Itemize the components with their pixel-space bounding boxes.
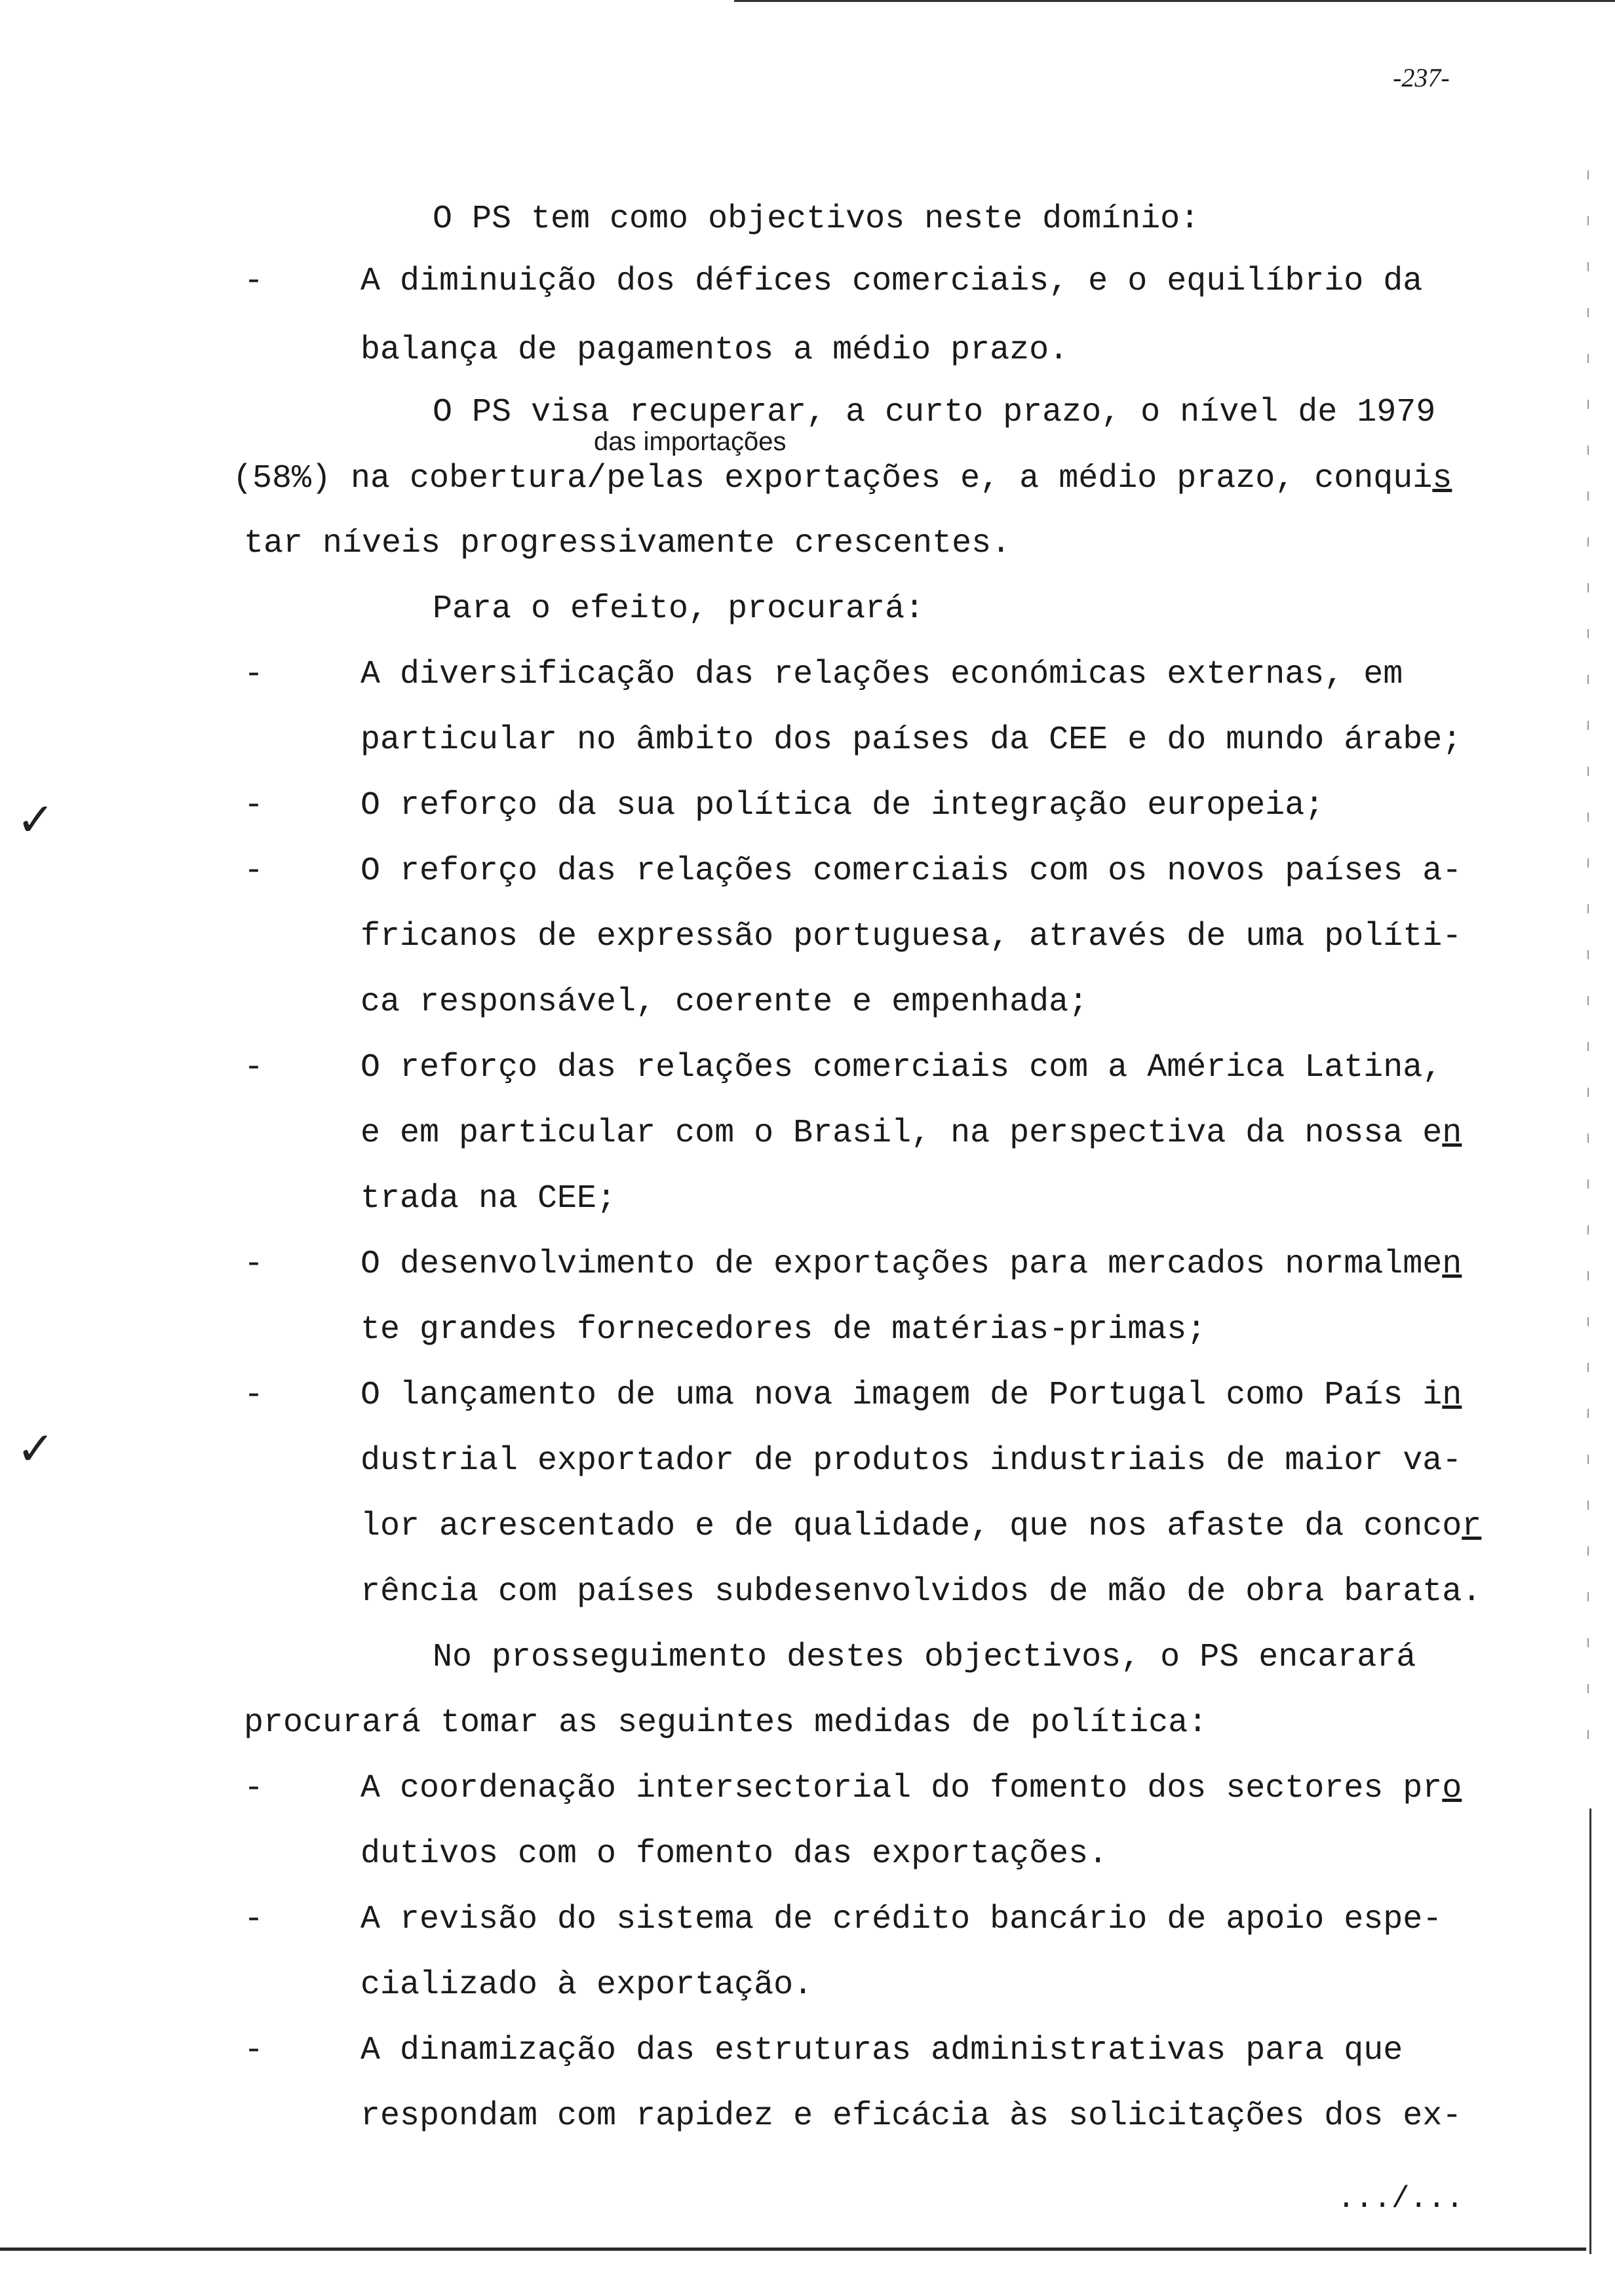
intro-line: O PS tem como objectivos neste domínio:: [433, 201, 1200, 238]
bullet-7-line-4: rência com países subdesenvolvidos de mão de obra barata.: [360, 1573, 1482, 1611]
bullet-2-line-1: A diversificação das relações económicas externas, em: [360, 656, 1403, 693]
checkmark-icon: ✓: [16, 793, 55, 847]
bullet-dash: -: [244, 787, 264, 824]
continuation-marker: .../...: [1337, 2182, 1464, 2216]
paragraph-2-line-3: tar níveis progressivamente crescentes.: [244, 525, 1011, 562]
bullet-8-line-1: A coordenação intersectorial do fomento dos sectores pro: [360, 1770, 1462, 1807]
right-rule: [1589, 1808, 1591, 2254]
bullet-dash: -: [244, 852, 264, 890]
bullet-5-line-3: trada na CEE;: [360, 1180, 617, 1217]
bullet-dash: -: [244, 1901, 264, 1938]
bullet-dash: -: [244, 263, 264, 300]
paragraph-2-line-2: (58%) na cobertura/pelas exportações e, a médio prazo, conquis: [233, 460, 1452, 497]
right-margin-dashes: [1587, 170, 1589, 1743]
bullet-9-line-1: A revisão do sistema de crédito bancário de apoio espe-: [360, 1901, 1443, 1938]
paragraph-4-line-1: No prosseguimento destes objectivos, o PS encarará: [433, 1639, 1416, 1676]
bullet-10-line-1: A dinamização das estruturas administrativas para que: [360, 2032, 1403, 2069]
bullet-10-line-2: respondam com rapidez e eficácia às solicitações dos ex-: [360, 2097, 1462, 2135]
bullet-8-line-2: dutivos com o fomento das exportações.: [360, 1835, 1108, 1873]
top-rule: [734, 0, 1615, 2]
paragraph-2-line-1: O PS visa recuperar, a curto prazo, o nível de 1979: [433, 394, 1436, 431]
bullet-6-line-1: O desenvolvimento de exportações para mercados normalmen: [360, 1246, 1462, 1283]
bottom-rule: [0, 2248, 1586, 2251]
bullet-dash: -: [244, 1049, 264, 1086]
bullet-2-line-2: particular no âmbito dos países da CEE e do mundo árabe;: [360, 721, 1462, 759]
bullet-3: O reforço da sua política de integração europeia;: [360, 787, 1325, 824]
bullet-dash: -: [244, 1377, 264, 1414]
bullet-4-line-1: O reforço das relações comerciais com os novos países a-: [360, 852, 1462, 890]
page-number: -237-: [1393, 63, 1450, 92]
bullet-dash: -: [244, 1246, 264, 1283]
bullet-1-line-1: A diminuição dos défices comerciais, e o equilíbrio da: [360, 263, 1423, 300]
bullet-4-line-3: ca responsável, coerente e empenhada;: [360, 984, 1089, 1021]
bullet-1-line-2: balança de pagamentos a médio prazo.: [360, 332, 1069, 369]
paragraph-3: Para o efeito, procurará:: [433, 590, 925, 628]
handwritten-insert: das importações: [594, 427, 787, 456]
bullet-5-line-1: O reforço das relações comerciais com a América Latina,: [360, 1049, 1443, 1086]
bullet-7-line-3: lor acrescentado e de qualidade, que nos afaste da concor: [360, 1508, 1482, 1545]
bullet-4-line-2: fricanos de expressão portuguesa, através de uma políti-: [360, 918, 1462, 955]
bullet-9-line-2: cializado à exportação.: [360, 1966, 813, 2004]
checkmark-icon: ✓: [16, 1422, 55, 1476]
bullet-7-line-1: O lançamento de uma nova imagem de Portugal como País in: [360, 1377, 1462, 1414]
paragraph-4-line-2: procurará tomar as seguintes medidas de política:: [244, 1704, 1208, 1742]
bullet-dash: -: [244, 2032, 264, 2069]
bullet-6-line-2: te grandes fornecedores de matérias-primas;: [360, 1311, 1207, 1349]
bullet-7-line-2: dustrial exportador de produtos industriais de maior va-: [360, 1442, 1462, 1480]
bullet-5-line-2: e em particular com o Brasil, na perspectiva da nossa en: [360, 1115, 1462, 1152]
bullet-dash: -: [244, 1770, 264, 1807]
bullet-dash: -: [244, 656, 264, 693]
